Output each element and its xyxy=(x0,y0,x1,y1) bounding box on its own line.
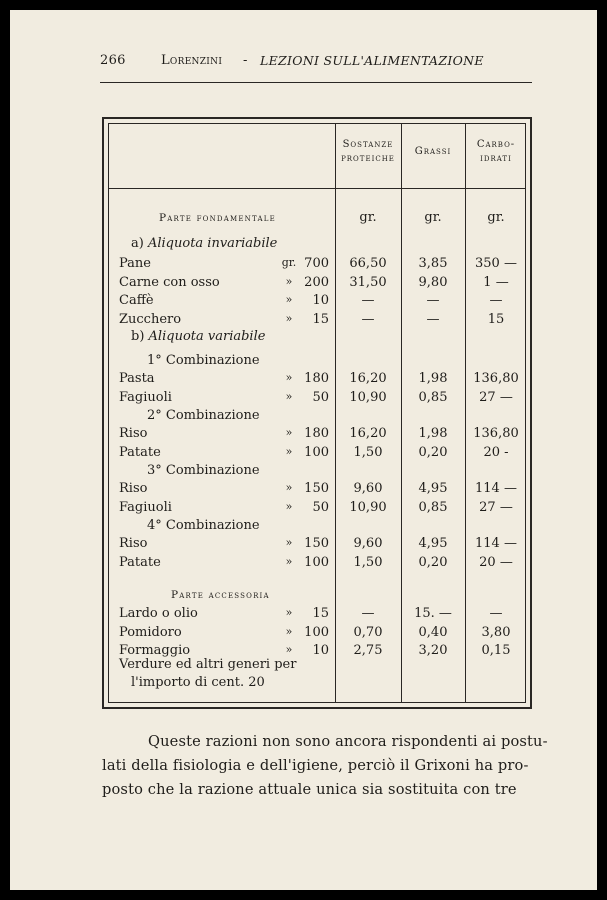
row-mark: » xyxy=(285,312,293,325)
row-carbs: 3,80 xyxy=(481,625,511,640)
row-proteins: 10,90 xyxy=(349,500,387,515)
combination-3: 3° Combinazione xyxy=(147,463,260,478)
row-mark: » xyxy=(285,426,293,439)
row-mark: » xyxy=(285,500,293,513)
row-mark: » xyxy=(285,445,293,458)
unit-fats: gr. xyxy=(424,210,442,225)
row-quantity: 200 xyxy=(304,275,329,290)
row-mark: » xyxy=(285,625,293,638)
row-mark: » xyxy=(285,481,293,494)
row-proteins: — xyxy=(361,606,375,621)
row-item: Caffè xyxy=(119,293,154,308)
row-quantity: 15 xyxy=(312,312,329,327)
row-mark: » xyxy=(285,275,293,288)
header-rule xyxy=(100,82,532,83)
row-quantity: 180 xyxy=(304,426,329,441)
row-carbs: 20 - xyxy=(483,445,509,460)
row-fats: 0,40 xyxy=(418,625,448,640)
verdure-line-2: l'importo di cent. 20 xyxy=(131,675,265,690)
row-fats: 9,80 xyxy=(418,275,448,290)
row-item: Patate xyxy=(119,445,161,460)
row-quantity: 100 xyxy=(304,445,329,460)
body-line: lati della fisiologia e dell'igiene, perciò il Grixoni ha pro- xyxy=(102,757,529,774)
row-mark: gr. xyxy=(281,256,297,269)
row-fats: 15. — xyxy=(414,606,452,621)
row-mark: » xyxy=(285,390,293,403)
body-line: posto che la razione attuale unica sia sostituita con tre xyxy=(102,781,517,798)
unit-proteins: gr. xyxy=(359,210,377,225)
running-head-dash: - xyxy=(243,53,248,68)
row-carbs: 350 — xyxy=(475,256,517,271)
row-proteins: — xyxy=(361,293,375,308)
row-quantity: 50 xyxy=(312,390,329,405)
row-fats: 3,20 xyxy=(418,643,448,658)
row-carbs: 136,80 xyxy=(473,426,519,441)
row-item: Riso xyxy=(119,481,148,496)
row-proteins: 2,75 xyxy=(353,643,383,658)
row-fats: 0,85 xyxy=(418,390,448,405)
row-fats: 1,98 xyxy=(418,426,448,441)
row-carbs: 27 — xyxy=(479,390,513,405)
column-header-proteins: Sostanze proteiche xyxy=(341,139,395,164)
row-quantity: 10 xyxy=(312,293,329,308)
row-fats: — xyxy=(426,312,440,327)
section-fundamental: Parte fondamentale xyxy=(159,212,276,224)
row-carbs: 15 xyxy=(487,312,505,327)
row-quantity: 100 xyxy=(304,625,329,640)
row-quantity: 100 xyxy=(304,555,329,570)
running-head xyxy=(100,53,535,73)
row-fats: 3,85 xyxy=(418,256,448,271)
row-quantity: 15 xyxy=(312,606,329,621)
row-proteins: 66,50 xyxy=(349,256,387,271)
row-item: Zucchero xyxy=(119,312,182,327)
row-quantity: 50 xyxy=(312,500,329,515)
row-item: Lardo o olio xyxy=(119,606,198,621)
row-proteins: 1,50 xyxy=(353,445,383,460)
row-carbs: 1 — xyxy=(483,275,509,290)
row-item: Carne con osso xyxy=(119,275,220,290)
nutrition-table-inner xyxy=(108,123,526,703)
row-proteins: 16,20 xyxy=(349,426,387,441)
row-item: Fagiuoli xyxy=(119,500,172,515)
row-proteins: 10,90 xyxy=(349,390,387,405)
row-mark: » xyxy=(285,555,293,568)
row-proteins: — xyxy=(361,312,375,327)
section-accessory: Parte accessoria xyxy=(171,589,270,601)
row-item: Formaggio xyxy=(119,643,191,658)
row-fats: 4,95 xyxy=(418,481,448,496)
row-mark: » xyxy=(285,293,293,306)
body-line: Queste razioni non sono ancora rispondenti ai postu- xyxy=(148,733,548,750)
row-fats: 4,95 xyxy=(418,536,448,551)
subsection-b: b) Aliquota variabile xyxy=(131,329,266,344)
verdure-line-1: Verdure ed altri generi per xyxy=(119,657,297,672)
row-mark: » xyxy=(285,371,293,384)
row-quantity: 150 xyxy=(304,536,329,551)
row-fats: 0,85 xyxy=(418,500,448,515)
row-proteins: 31,50 xyxy=(349,275,387,290)
row-item: Riso xyxy=(119,426,148,441)
row-carbs: 136,80 xyxy=(473,371,519,386)
row-carbs: 27 — xyxy=(479,500,513,515)
row-carbs: 20 — xyxy=(479,555,513,570)
row-mark: » xyxy=(285,536,293,549)
subsection-a: a) Aliquota invariabile xyxy=(131,236,278,251)
row-fats: — xyxy=(426,293,440,308)
row-item: Riso xyxy=(119,536,148,551)
row-carbs: 114 — xyxy=(475,481,517,496)
row-fats: 0,20 xyxy=(418,555,448,570)
row-fats: 0,20 xyxy=(418,445,448,460)
body-paragraph xyxy=(102,730,548,802)
row-quantity: 700 xyxy=(304,256,329,271)
row-mark: » xyxy=(285,643,293,656)
page-number: 266 xyxy=(100,53,126,68)
column-header-fats: Grassi xyxy=(414,146,452,157)
row-carbs: 0,15 xyxy=(481,643,511,658)
combination-2: 2° Combinazione xyxy=(147,408,260,423)
row-item: Pomidoro xyxy=(119,625,182,640)
row-proteins: 9,60 xyxy=(353,536,383,551)
unit-carbs: gr. xyxy=(487,210,505,225)
row-mark: » xyxy=(285,606,293,619)
row-item: Fagiuoli xyxy=(119,390,172,405)
row-item: Pasta xyxy=(119,371,155,386)
row-proteins: 9,60 xyxy=(353,481,383,496)
column-header-carbs: Carbo- idrati xyxy=(476,139,516,164)
book-page xyxy=(10,10,597,890)
row-quantity: 180 xyxy=(304,371,329,386)
row-proteins: 16,20 xyxy=(349,371,387,386)
row-proteins: 0,70 xyxy=(353,625,383,640)
nutrition-table xyxy=(102,117,532,709)
running-head-title: LEZIONI SULL'ALIMENTAZIONE xyxy=(260,53,484,68)
running-head-author: Lorenzini xyxy=(161,53,223,68)
row-item: Pane xyxy=(119,256,151,271)
row-item: Patate xyxy=(119,555,161,570)
row-proteins: 1,50 xyxy=(353,555,383,570)
row-quantity: 150 xyxy=(304,481,329,496)
row-quantity: 10 xyxy=(312,643,329,658)
row-fats: 1,98 xyxy=(418,371,448,386)
row-carbs: — xyxy=(489,293,503,308)
row-carbs: — xyxy=(489,606,503,621)
header-divider xyxy=(109,188,525,189)
combination-4: 4° Combinazione xyxy=(147,518,260,533)
combination-1: 1° Combinazione xyxy=(147,353,260,368)
row-carbs: 114 — xyxy=(475,536,517,551)
